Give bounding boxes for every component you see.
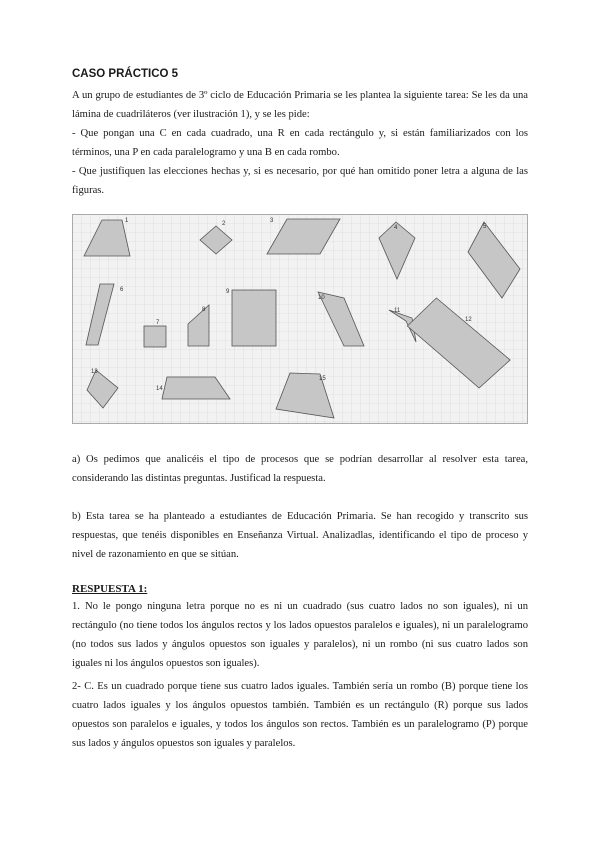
instruction-2: - Que justifiquen las elecciones hechas y, si es necesario, por qué han omitido poner letra a alguna de las figuras. (72, 166, 528, 196)
label-5: 5 (483, 224, 487, 230)
label-9: 9 (226, 289, 230, 295)
label-11: 11 (394, 308, 401, 314)
document-page (72, 68, 528, 753)
label-15: 15 (319, 376, 326, 382)
label-10: 10 (318, 295, 325, 301)
shape-7 (144, 326, 166, 347)
instruction-1: - Que pongan una C en cada cuadrado, una R en cada rectángulo y, si están familiarizados con los términos, una P en cada paralelogramo y una B en cada rombo. (72, 128, 528, 158)
response-item-1: 1. No le pongo ninguna letra porque no es ni un cuadrado (sus cuatro lados no son iguales), ni un rectángulo (no tiene todos los ángulos rectos y los lados opuestos paralelos e iguales), ni un paralelogramo (no todos sus lados y ángulos opuestos son iguales y paralelos), ni un rombo (ni sus cuatro lados son iguales ni los ángulos opuestos son iguales). (72, 601, 528, 669)
case-title: CASO PRÁCTICO 5 (72, 68, 179, 80)
label-7: 7 (156, 320, 160, 326)
label-12: 12 (465, 317, 472, 323)
response-item-2: 2- C. Es un cuadrado porque tiene sus cuatro lados iguales. También sería un rombo (B) porque tiene los cuatro lados iguales y los ángulos opuestos también. También es un rectángulo (R) porque sus lados opuestos son paralelos e iguales, y todos los ángulos son rectos. También es un paralelogramo (P) porque sus lados y ángulos opuestos son iguales y paralelos. (72, 681, 528, 749)
quadrilaterals-illustration (72, 214, 528, 424)
question-a: a) Os pedimos que analicéis el tipo de procesos que se podrían desarrollar al resolver esta tarea, considerando las distintas preguntas. Justificad la respuesta. (72, 454, 528, 484)
quadrilaterals-grid (72, 214, 528, 424)
label-13: 13 (91, 369, 98, 375)
label-6: 6 (120, 287, 124, 293)
response-title: RESPUESTA 1: (72, 583, 148, 595)
label-3: 3 (270, 218, 274, 224)
label-8: 8 (202, 307, 206, 313)
shape-9 (232, 290, 276, 346)
label-4: 4 (394, 225, 398, 231)
question-b: b) Esta tarea se ha planteado a estudiantes de Educación Primaria. Se han recogido y transcrito sus respuestas, que tenéis disponibles en Enseñanza Virtual. Analizadlas, identificando el tipo de proceso y nivel de razonamiento en que se sitúan. (72, 511, 528, 560)
label-14: 14 (156, 386, 163, 392)
label-2: 2 (222, 221, 226, 227)
label-1: 1 (125, 218, 129, 224)
intro-paragraph: A un grupo de estudiantes de 3º ciclo de Educación Primaria se les plantea la siguiente tarea: Se les da una lámina de cuadriláteros (ver ilustración 1), y se les pide: (72, 90, 528, 120)
